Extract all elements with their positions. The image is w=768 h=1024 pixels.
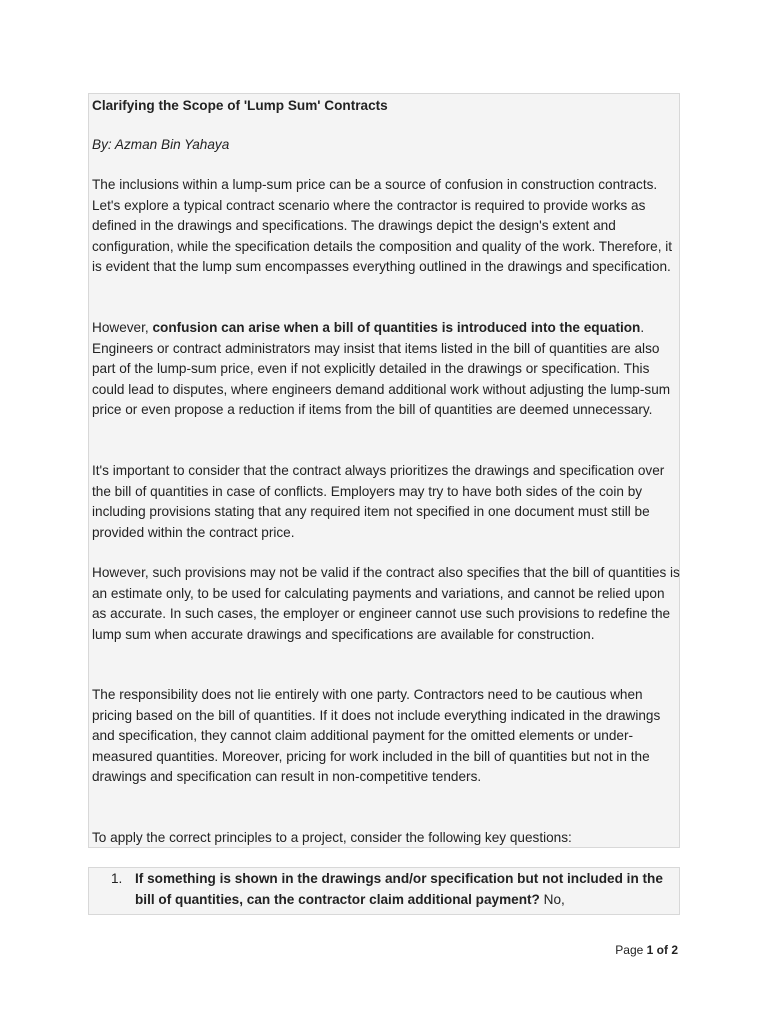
- paragraph-intro: The inclusions within a lump-sum price can be a source of confusion in construction contracts. Let's explore a typical contract scenario where the contractor is required to provide works as defined in the drawings and specifications. The drawings depict the design's extent and configuration, while the specification details the composition and quality of the work. Therefore, it is evident that the lump sum encompasses everything outlined in the drawings and specification.: [92, 177, 673, 275]
- list-item: [135, 869, 675, 910]
- page-number-label: Page: [615, 943, 647, 957]
- page-number-of: of: [653, 943, 672, 957]
- list-item-number: 1.: [111, 871, 123, 886]
- article-title: Clarifying the Scope of 'Lump Sum' Contracts: [92, 98, 388, 113]
- article-body: [88, 93, 680, 848]
- page-number-total: 2: [671, 943, 678, 957]
- list-item-answer: No,: [539, 891, 565, 907]
- paragraph-priority: It's important to consider that the contract always prioritizes the drawings and specification over the bill of quantities in case of conflicts. Employers may try to have both sides of the coin by including provisions stating that any required item not specified in one document must still be provided within the contract price.: [92, 463, 665, 540]
- list-item-question: If something is shown in the drawings and/or specification but not included in the bill of quantities, can the contractor claim additional payment?: [135, 871, 663, 907]
- paragraph-confusion-rest: . Engineers or contract administrators may insist that items listed in the bill of quantities are also part of the lump-sum price, even if not explicitly detailed in the drawings or specification. This could lead to disputes, where engineers demand additional work without adjusting the lump-sum price or even propose a reduction if items from the bill of quantities are deemed unnecessary.: [92, 320, 671, 418]
- paragraph-provisions: However, such provisions may not be valid if the contract also specifies that the bill of quantities is an estimate only, to be used for calculating payments and variations, and cannot be relied upon as accurate. In such cases, the employer or engineer cannot use such provisions to redefine the lump sum when accurate drawings and specifications are available for construction.: [92, 565, 680, 642]
- paragraph-confusion: [92, 318, 680, 421]
- paragraph-responsibility: The responsibility does not lie entirely with one party. Contractors need to be cautious when pricing based on the bill of quantities. If it does not include everything indicated in the drawings and specification, they cannot claim additional payment for the omitted elements or under-measured quantities. Moreover, pricing for work included in the bill of quantities but not in the drawings and specification can result in non-competitive tenders.: [92, 687, 661, 785]
- paragraph-confusion-lead: However,: [92, 320, 153, 335]
- page-number-current: 1: [646, 943, 654, 957]
- paragraph-key-questions: To apply the correct principles to a project, consider the following key questions:: [92, 830, 572, 845]
- page-number: [615, 943, 678, 957]
- article-byline: By: Azman Bin Yahaya: [92, 137, 230, 152]
- paragraph-confusion-emphasis: confusion can arise when a bill of quantities is introduced into the equation: [152, 320, 641, 335]
- key-questions-list: [88, 867, 680, 915]
